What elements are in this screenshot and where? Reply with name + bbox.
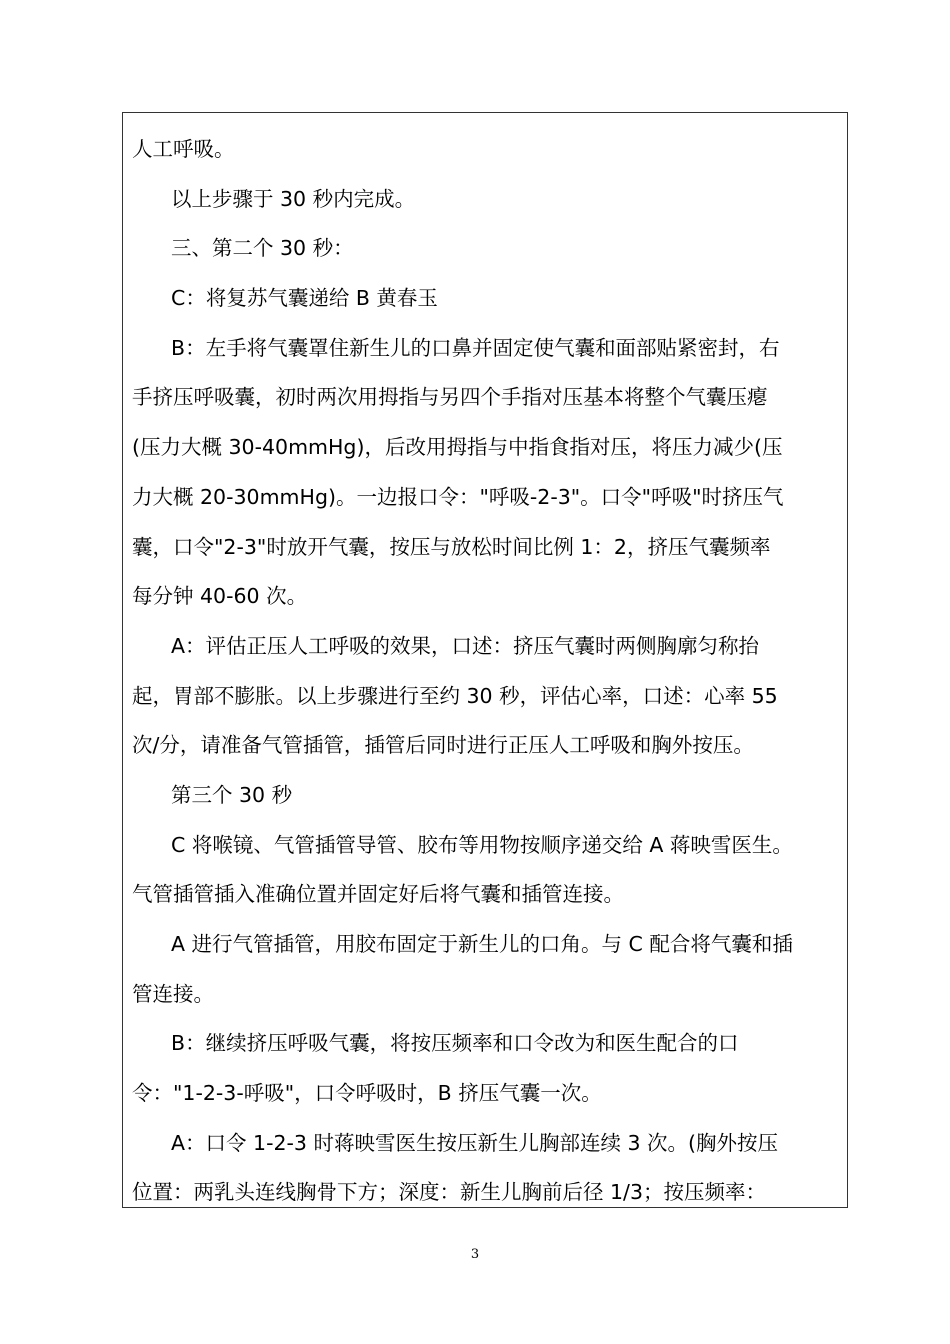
text-line: (压力大概 30-40mmHg)，后改用拇指与中指食指对压，将压力减少(压 [132, 435, 783, 460]
text-line: 次/分，请准备气管插管，插管后同时进行正压人工呼吸和胸外按压。 [132, 733, 754, 758]
text-line: 令："1-2-3-呼吸"，口令呼吸时，B 挤压气囊一次。 [132, 1081, 602, 1106]
text-line: 手挤压呼吸囊，初时两次用拇指与另四个手指对压基本将整个气囊压瘪 [132, 385, 768, 410]
section-heading: 三、第二个 30 秒： [171, 236, 354, 261]
text-line: 每分钟 40-60 次。 [132, 584, 308, 609]
text-line: 囊，口令"2-3"时放开气囊，按压与放松时间比例 1：2，挤压气囊频率 [132, 534, 771, 559]
text-line: B：继续挤压呼吸气囊，将按压频率和口令改为和医生配合的口 [171, 1031, 739, 1056]
document-body [132, 125, 844, 1208]
text-line: B：左手将气囊罩住新生儿的口鼻并固定使气囊和面部贴紧密封，右 [171, 335, 780, 360]
text-line: A：口令 1-2-3 时蒋映雪医生按压新生儿胸部连续 3 次。(胸外按压 [171, 1130, 779, 1155]
text-line: 起，胃部不膨胀。以上步骤进行至约 30 秒，评估心率，口述：心率 55 [132, 683, 778, 708]
text-line: A 进行气管插管，用胶布固定于新生儿的口角。与 C 配合将气囊和插 [171, 932, 793, 956]
page-number: 3 [470, 1247, 480, 1262]
text-line: 气管插管插入准确位置并固定好后将气囊和插管连接。 [132, 882, 624, 907]
text-line: A：评估正压人工呼吸的效果，口述：挤压气囊时两侧胸廓匀称抬 [171, 633, 760, 658]
text-line: 以上步骤于 30 秒内完成。 [171, 186, 416, 211]
text-line: 人工呼吸。 [132, 137, 235, 161]
section-heading: 第三个 30 秒 [171, 782, 293, 807]
text-line: 位置：两乳头连线胸骨下方；深度：新生儿胸前后径 1/3；按压频率： [132, 1180, 767, 1205]
text-line: 力大概 20-30mmHg)。一边报口令："呼吸-2-3"。口令"呼吸"时挤压气 [132, 484, 784, 509]
content-frame [122, 112, 848, 1208]
text-line: 管连接。 [132, 981, 214, 1006]
text-line: C 将喉镜、气管插管导管、胶布等用物按顺序递交给 A 蒋映雪医生。 [171, 832, 793, 857]
text-line: C：将复苏气囊递给 B 黄春玉 [171, 286, 438, 311]
